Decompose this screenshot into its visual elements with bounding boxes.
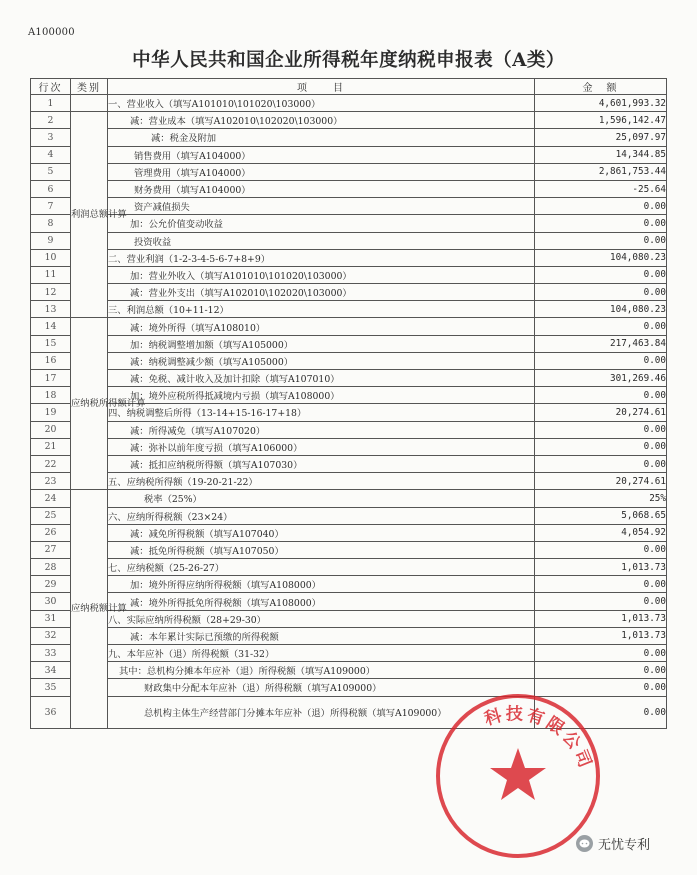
row-number: 11 [31,266,71,283]
row-amount: 0.00 [535,215,667,232]
row-amount: 1,596,142.47 [535,112,667,129]
row-number: 14 [31,318,71,335]
row-number: 27 [31,541,71,558]
row-amount: 5,068.65 [535,507,667,524]
table-row [31,335,667,352]
row-amount: 0.00 [535,232,667,249]
header-amount: 金 额 [535,79,667,95]
table-row [31,163,667,180]
row-item: 九、本年应补（退）所得税额（31-32） [108,645,535,662]
table-row [31,232,667,249]
table-row [31,370,667,387]
row-item: 投资收益 [108,232,535,249]
row-item: 资产减值损失 [108,198,535,215]
row-number: 22 [31,455,71,472]
table-row [31,645,667,662]
row-item: 减：纳税调整减少额（填写A105000） [108,352,535,369]
row-amount: 1,013.73 [535,559,667,576]
row-number: 19 [31,404,71,421]
row-item: 减：境外所得抵免所得税额（填写A108000） [108,593,535,610]
row-amount: 4,601,993.32 [535,95,667,112]
row-amount: 0.00 [535,662,667,679]
row-item: 加：境外应税所得抵减境内亏损（填写A108000） [108,387,535,404]
row-item: 二、营业利润（1-2-3-4-5-6-7+8+9） [108,249,535,266]
row-item: 六、应纳所得税额（23×24） [108,507,535,524]
row-amount: -25.64 [535,180,667,197]
row-amount: 0.00 [535,576,667,593]
row-item: 管理费用（填写A104000） [108,163,535,180]
row-number: 24 [31,490,71,507]
table-row [31,610,667,627]
row-amount: 25,097.97 [535,129,667,146]
table-row [31,473,667,490]
seal-star-icon [490,748,546,800]
table-row [31,352,667,369]
row-amount: 2,861,753.44 [535,163,667,180]
row-item: 减：境外所得（填写A108010） [108,318,535,335]
watermark [576,834,650,853]
row-item: 减：减免所得税额（填写A107040） [108,524,535,541]
category-taxable: 应纳税所得额计算 [71,318,108,490]
row-amount: 0.00 [535,541,667,558]
row-number: 16 [31,352,71,369]
row-amount: 0.00 [535,679,667,696]
table-row [31,559,667,576]
row-amount: 104,080.23 [535,249,667,266]
row-number: 9 [31,232,71,249]
row-number: 8 [31,215,71,232]
row-amount: 1,013.73 [535,627,667,644]
row-amount: 104,080.23 [535,301,667,318]
table-row [31,112,667,129]
table-row [31,490,667,507]
row-number: 3 [31,129,71,146]
row-item: 减：所得减免（填写A107020） [108,421,535,438]
header-row-no: 行次 [31,79,71,95]
table-row [31,266,667,283]
row-amount: 0.00 [535,266,667,283]
table-row [31,129,667,146]
row-amount: 301,269.46 [535,370,667,387]
row-number: 5 [31,163,71,180]
table-row [31,679,667,696]
seal-text: 科技有限公司 [482,704,596,774]
row-number: 18 [31,387,71,404]
row-number: 28 [31,559,71,576]
row-number: 20 [31,421,71,438]
table-row [31,404,667,421]
row-amount: 0.00 [535,352,667,369]
row-item: 加：纳税调整增加额（填写A105000） [108,335,535,352]
table-row [31,180,667,197]
row-amount: 0.00 [535,421,667,438]
table-row [31,249,667,266]
row-item: 减：抵免所得税额（填写A107050） [108,541,535,558]
row-number: 21 [31,438,71,455]
row-amount: 0.00 [535,645,667,662]
row-number: 12 [31,284,71,301]
row-item: 五、应纳税所得额（19-20-21-22） [108,473,535,490]
table-header-row [31,79,667,95]
row-amount: 4,054.92 [535,524,667,541]
row-amount: 1,013.73 [535,610,667,627]
row-item: 减：营业成本（填写A102010\102020\103000） [108,112,535,129]
row-number: 2 [31,112,71,129]
row-item: 加：营业外收入（填写A101010\101020\103000） [108,266,535,283]
table-row [31,507,667,524]
row-amount: 20,274.61 [535,473,667,490]
row-amount: 0.00 [535,318,667,335]
table-row [31,95,667,112]
row-number: 7 [31,198,71,215]
row-amount: 0.00 [535,438,667,455]
table-row [31,318,667,335]
row-number: 13 [31,301,71,318]
row-item: 减：抵扣应纳税所得额（填写A107030） [108,455,535,472]
row-number: 23 [31,473,71,490]
table-row [31,284,667,301]
row-item: 税率（25%） [108,490,535,507]
row-amount: 25% [535,490,667,507]
row-number: 10 [31,249,71,266]
row-amount: 0.00 [535,284,667,301]
header-item: 项 目 [108,79,535,95]
form-code: A100000 [28,27,75,38]
table-row [31,662,667,679]
row-amount: 0.00 [535,593,667,610]
table-row [31,541,667,558]
tax-return-table [30,78,667,729]
page-title: 中华人民共和国企业所得税年度纳税申报表（A类） [132,50,565,71]
row-item: 财政集中分配本年应补（退）所得税额（填写A109000） [108,679,535,696]
row-number: 25 [31,507,71,524]
table-row [31,146,667,163]
row-number: 35 [31,679,71,696]
table-row [31,438,667,455]
row-item: 减：营业外支出（填写A102010\102020\103000） [108,284,535,301]
table-row [31,524,667,541]
category-tax: 应纳税额计算 [71,490,108,728]
category-profit: 利润总额计算 [71,112,108,318]
row-amount: 20,274.61 [535,404,667,421]
row-item: 三、利润总额（10+11-12） [108,301,535,318]
row-amount: 0.00 [535,455,667,472]
row-number: 15 [31,335,71,352]
row-number: 31 [31,610,71,627]
row-item: 减：弥补以前年度亏损（填写A106000） [108,438,535,455]
row-number: 26 [31,524,71,541]
table-row [31,455,667,472]
watermark-text: 无忧专利 [598,838,651,853]
row-amount: 14,344.85 [535,146,667,163]
category-cell-blank [71,95,108,112]
row-number: 17 [31,370,71,387]
row-number: 4 [31,146,71,163]
row-item: 减：免税、减计收入及加计扣除（填写A107010） [108,370,535,387]
chat-bubble-icon [576,835,593,852]
row-number: 34 [31,662,71,679]
row-number: 33 [31,645,71,662]
row-amount: 0.00 [535,387,667,404]
row-amount: 0.00 [535,696,667,728]
row-number: 6 [31,180,71,197]
row-item: 减：本年累计实际已预缴的所得税额 [108,627,535,644]
row-item: 其中：总机构分摊本年应补（退）所得税额（填写A109000） [108,662,535,679]
row-item: 一、营业收入（填写A101010\101020\103000） [108,95,535,112]
row-number: 29 [31,576,71,593]
row-number: 1 [31,95,71,112]
row-item: 加：公允价值变动收益 [108,215,535,232]
row-number: 30 [31,593,71,610]
row-item: 八、实际应纳所得税额（28+29-30） [108,610,535,627]
row-item: 财务费用（填写A104000） [108,180,535,197]
table-row [31,627,667,644]
row-item: 加：境外所得应纳所得税额（填写A108000） [108,576,535,593]
row-item: 销售费用（填写A104000） [108,146,535,163]
row-number: 32 [31,627,71,644]
table-row [31,576,667,593]
table-row [31,301,667,318]
row-item: 减：税金及附加 [108,129,535,146]
header-category: 类别 [71,79,108,95]
row-item: 总机构主体生产经营部门分摊本年应补（退）所得税额（填写A109000） [108,696,535,728]
row-item: 七、应纳税额（25-26-27） [108,559,535,576]
row-item: 四、纳税调整后所得（13-14+15-16-17+18） [108,404,535,421]
table-row [31,421,667,438]
table-row [31,696,667,728]
row-amount: 0.00 [535,198,667,215]
row-amount: 217,463.84 [535,335,667,352]
row-number: 36 [31,696,71,728]
